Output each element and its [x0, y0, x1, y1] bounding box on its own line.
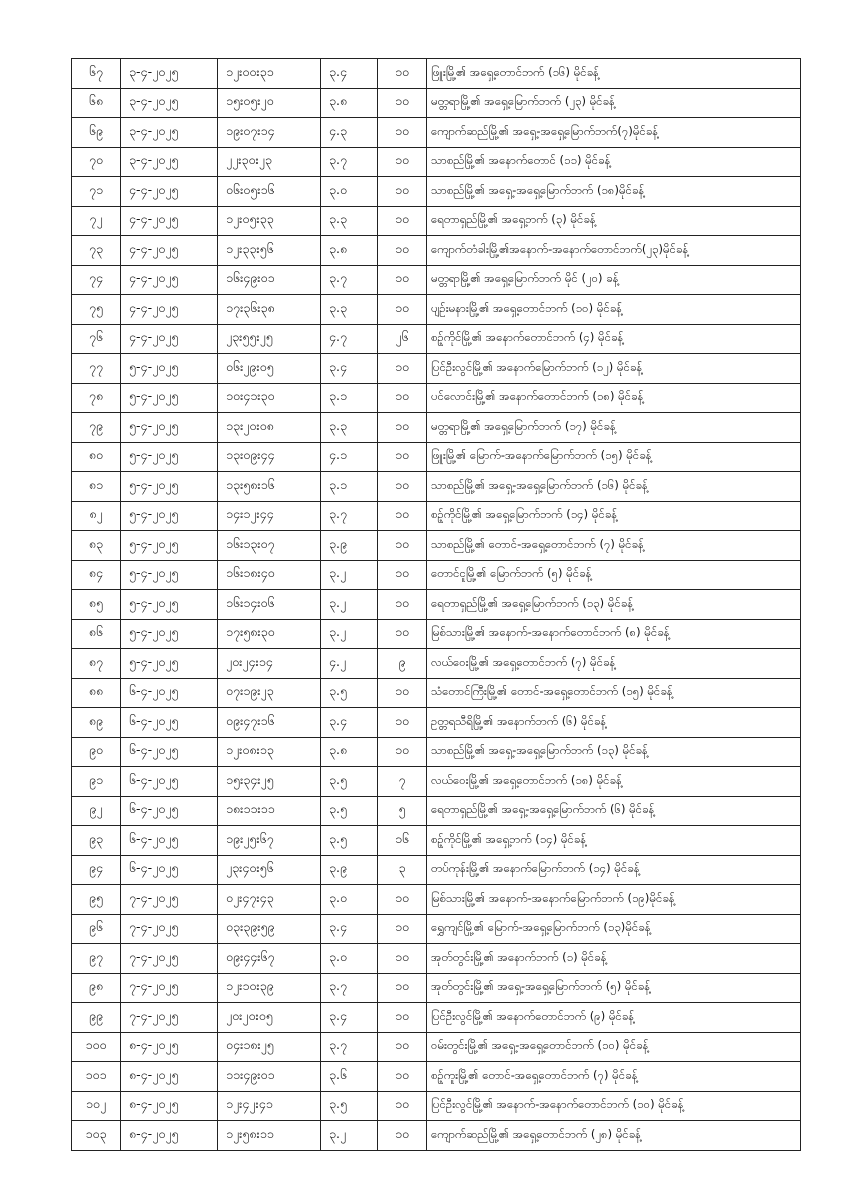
magnitude-cell: ၃.၀	[321, 177, 378, 207]
date-cell: ၅-၄-၂၀၂၅	[121, 590, 218, 620]
depth-cell: ၂၆	[378, 324, 427, 354]
time-cell: ၂၂း၃၀း၂၃	[218, 147, 321, 177]
depth-cell: ၁၀	[378, 59, 427, 89]
earthquake-table	[71, 58, 801, 1151]
time-cell: ၀၉း၄၄း၆၇	[218, 944, 321, 974]
location-cell: မြစ်သားမြို့၏ အနောက်-အနောက်တောင်ဘက် (၈) မိုင်ခန့်	[427, 619, 801, 649]
row-number-cell: ၈၀	[72, 442, 121, 472]
depth-cell: ၁၀	[378, 118, 427, 148]
date-cell: ၆-၄-၂၀၂၅	[121, 855, 218, 885]
time-cell: ၁၃း၂၀း၀၈	[218, 413, 321, 443]
date-cell: ၅-၄-၂၀၂၅	[121, 619, 218, 649]
location-cell: အုတ်တွင်းမြို့၏ အရှေ့-အရှေ့မြောက်ဘက် (၅) မိုင်ခန့်	[427, 973, 801, 1003]
location-cell: ဖြူးမြို့၏ မြောက်-အနောက်မြောက်ဘက် (၁၅) မိုင်ခန့်	[427, 442, 801, 472]
depth-cell: ၁၀	[378, 265, 427, 295]
time-cell: ၁၆း၄၉း၀၁	[218, 265, 321, 295]
row-number-cell: ၁၀၃	[72, 1121, 121, 1151]
magnitude-cell: ၃.၁	[321, 383, 378, 413]
date-cell: ၅-၄-၂၀၂၅	[121, 501, 218, 531]
date-cell: ၆-၄-၂၀၂၅	[121, 767, 218, 797]
date-cell: ၅-၄-၂၀၂၅	[121, 383, 218, 413]
row-number-cell: ၉၃	[72, 826, 121, 856]
time-cell: ၁၂း၅၈း၁၁	[218, 1121, 321, 1151]
table-row	[72, 885, 801, 915]
magnitude-cell: ၃.၅	[321, 678, 378, 708]
magnitude-cell: ၃.၃	[321, 206, 378, 236]
depth-cell: ၁၀	[378, 1121, 427, 1151]
depth-cell: ၁၀	[378, 973, 427, 1003]
location-cell: ရေတာရှည်မြို့၏ အရှေ့ဘက် (၃) မိုင်ခန့်	[427, 206, 801, 236]
magnitude-cell: ၃.၇	[321, 265, 378, 295]
magnitude-cell: ၃.၆	[321, 1062, 378, 1092]
row-number-cell: ၉၂	[72, 796, 121, 826]
time-cell: ၁၆း၁၈း၄၀	[218, 560, 321, 590]
date-cell: ၄-၄-၂၀၂၅	[121, 177, 218, 207]
depth-cell: ၁၀	[378, 442, 427, 472]
time-cell: ၁၉း၂၅း၆၇	[218, 826, 321, 856]
row-number-cell: ၇၈	[72, 383, 121, 413]
location-cell: ပင်လောင်းမြို့၏ အနောက်တောင်ဘက် (၁၈) မိုင်ခန့်	[427, 383, 801, 413]
time-cell: ၁၇း၅၈း၃၀	[218, 619, 321, 649]
table-row	[72, 177, 801, 207]
time-cell: ၂၀း၂၀း၀၅	[218, 1003, 321, 1033]
table-row	[72, 265, 801, 295]
row-number-cell: ၈၁	[72, 472, 121, 502]
table-row	[72, 236, 801, 266]
table-row	[72, 737, 801, 767]
depth-cell: ၁၀	[378, 1003, 427, 1033]
depth-cell: ၁၀	[378, 236, 427, 266]
row-number-cell: ၈၃	[72, 531, 121, 561]
magnitude-cell: ၃.၀	[321, 885, 378, 915]
depth-cell: ၁၀	[378, 737, 427, 767]
table-row	[72, 88, 801, 118]
table-row	[72, 1091, 801, 1121]
table-row	[72, 501, 801, 531]
magnitude-cell: ၃.၇	[321, 147, 378, 177]
row-number-cell: ၆၈	[72, 88, 121, 118]
row-number-cell: ၇၀	[72, 147, 121, 177]
table-row	[72, 944, 801, 974]
table-row	[72, 118, 801, 148]
location-cell: စဉ့်ကိုင်မြို့၏ အနောက်တောင်ဘက် (၄) မိုင်ခန့်	[427, 324, 801, 354]
date-cell: ၅-၄-၂၀၂၅	[121, 531, 218, 561]
magnitude-cell: ၃.၅	[321, 767, 378, 797]
magnitude-cell: ၃.၄	[321, 1003, 378, 1033]
date-cell: ၈-၄-၂၀၂၅	[121, 1121, 218, 1151]
date-cell: ၅-၄-၂၀၂၅	[121, 472, 218, 502]
location-cell: ပြင်ဦးလွင်မြို့၏ အနောက်တောင်ဘက် (၉) မိုင်ခန့်	[427, 1003, 801, 1033]
row-number-cell: ၁၀၂	[72, 1091, 121, 1121]
table-row	[72, 678, 801, 708]
depth-cell: ၁၀	[378, 413, 427, 443]
magnitude-cell: ၃.၈	[321, 236, 378, 266]
depth-cell: ၁၀	[378, 560, 427, 590]
date-cell: ၃-၄-၂၀၂၅	[121, 118, 218, 148]
location-cell: သာစည်မြို့၏ အရှေ့-အရှေ့မြောက်ဘက် (၁၆) မိုင်ခန့်	[427, 472, 801, 502]
location-cell: ရွှေကျင်မြို့၏ မြောက်-အရှေ့မြောက်ဘက် (၁၃)မိုင်ခန့်	[427, 914, 801, 944]
date-cell: ၈-၄-၂၀၂၅	[121, 1091, 218, 1121]
time-cell: ၁၅း၀၅း၂၀	[218, 88, 321, 118]
depth-cell: ၁၀	[378, 708, 427, 738]
date-cell: ၇-၄-၂၀၂၅	[121, 1003, 218, 1033]
table-row	[72, 619, 801, 649]
magnitude-cell: ၃.၉	[321, 855, 378, 885]
depth-cell: ၁၀	[378, 88, 427, 118]
magnitude-cell: ၃.၂	[321, 619, 378, 649]
location-cell: ဥတ္တရသီရိမြို့၏ အနောက်ဘက် (၆) မိုင်ခန့်	[427, 708, 801, 738]
date-cell: ၃-၄-၂၀၂၅	[121, 88, 218, 118]
date-cell: ၇-၄-၂၀၂၅	[121, 885, 218, 915]
location-cell: စဉ့်ကူးမြို့၏ တောင်-အရှေ့တောင်ဘက် (၇) မိုင်ခန့်	[427, 1062, 801, 1092]
location-cell: ကျောက်ဆည်မြို့၏ အရှေ့တောင်ဘက် (၂၈) မိုင်ခန့်	[427, 1121, 801, 1151]
table-row	[72, 442, 801, 472]
table-row	[72, 1032, 801, 1062]
time-cell: ၁၂း၀၀း၃၁	[218, 59, 321, 89]
time-cell: ၁၆း၁၄း၀၆	[218, 590, 321, 620]
table-row	[72, 649, 801, 679]
row-number-cell: ၈၉	[72, 708, 121, 738]
depth-cell: ၁၆	[378, 826, 427, 856]
date-cell: ၅-၄-၂၀၂၅	[121, 442, 218, 472]
table-body	[72, 59, 801, 1151]
location-cell: စဉ့်ကိုင်မြို့၏ အရှေ့မြောက်ဘက် (၁၄) မိုင်ခန့်	[427, 501, 801, 531]
location-cell: အုတ်တွင်းမြို့၏ အနောက်ဘက် (၁) မိုင်ခန့်	[427, 944, 801, 974]
date-cell: ၄-၄-၂၀၂၅	[121, 265, 218, 295]
depth-cell: ၁၀	[378, 531, 427, 561]
date-cell: ၄-၄-၂၀၂၅	[121, 236, 218, 266]
row-number-cell: ၇၄	[72, 265, 121, 295]
time-cell: ၂၃း၅၅း၂၅	[218, 324, 321, 354]
depth-cell: ၁၀	[378, 206, 427, 236]
magnitude-cell: ၃.၃	[321, 295, 378, 325]
table-row	[72, 560, 801, 590]
location-cell: သာစည်မြို့၏ အရှေ့-အရှေ့မြောက်ဘက် (၁၃) မိုင်ခန့်	[427, 737, 801, 767]
row-number-cell: ၁၀၁	[72, 1062, 121, 1092]
time-cell: ၁၀း၄၁း၃၀	[218, 383, 321, 413]
row-number-cell: ၉၈	[72, 973, 121, 1003]
table-row	[72, 147, 801, 177]
location-cell: လယ်ဝေးမြို့၏ အရှေ့တောင်ဘက် (၇) မိုင်ခန့်	[427, 649, 801, 679]
table-row	[72, 796, 801, 826]
date-cell: ၅-၄-၂၀၂၅	[121, 354, 218, 384]
date-cell: ၇-၄-၂၀၂၅	[121, 944, 218, 974]
magnitude-cell: ၃.၈	[321, 737, 378, 767]
table-row	[72, 914, 801, 944]
location-cell: မတ္တရာမြို့၏ အရှေ့မြောက်ဘက် မိုင် (၂၀) ခန့်	[427, 265, 801, 295]
date-cell: ၆-၄-၂၀၂၅	[121, 826, 218, 856]
date-cell: ၄-၄-၂၀၂၅	[121, 206, 218, 236]
magnitude-cell: ၃.၂	[321, 560, 378, 590]
magnitude-cell: ၃.၁	[321, 472, 378, 502]
earthquake-record-sheet	[71, 58, 800, 1151]
time-cell: ၁၇း၃၆း၃၈	[218, 295, 321, 325]
magnitude-cell: ၃.၂	[321, 590, 378, 620]
row-number-cell: ၇၆	[72, 324, 121, 354]
time-cell: ၁၂း၀၈း၁၃	[218, 737, 321, 767]
time-cell: ၁၃း၅၈း၁၆	[218, 472, 321, 502]
table-row	[72, 826, 801, 856]
time-cell: ၁၉း၀၇း၁၄	[218, 118, 321, 148]
depth-cell: ၁၀	[378, 1032, 427, 1062]
table-row	[72, 973, 801, 1003]
depth-cell: ၉	[378, 649, 427, 679]
row-number-cell: ၇၃	[72, 236, 121, 266]
date-cell: ၄-၄-၂၀၂၅	[121, 295, 218, 325]
location-cell: ကျောက်တံခါးမြို့၏အနောက်-အနောက်တောင်ဘက်(၂၃)မိုင်ခန့်	[427, 236, 801, 266]
table-row	[72, 354, 801, 384]
date-cell: ၅-၄-၂၀၂၅	[121, 413, 218, 443]
location-cell: ပျဉ်းမနားမြို့၏ အရှေ့တောင်ဘက် (၁၀) မိုင်ခန့်	[427, 295, 801, 325]
time-cell: ၁၄း၁၂း၄၄	[218, 501, 321, 531]
location-cell: ရေတာရှည်မြို့၏ အရှေ့မြောက်ဘက် (၁၃) မိုင်ခန့်	[427, 590, 801, 620]
time-cell: ၁၁း၄၉း၀၁	[218, 1062, 321, 1092]
magnitude-cell: ၄.၇	[321, 324, 378, 354]
time-cell: ၂၃း၄၀း၅၆	[218, 855, 321, 885]
row-number-cell: ၇၂	[72, 206, 121, 236]
magnitude-cell: ၃.၇	[321, 501, 378, 531]
magnitude-cell: ၃.၈	[321, 88, 378, 118]
row-number-cell: ၈၅	[72, 590, 121, 620]
location-cell: ပြင်ဦးလွင်မြို့၏ အနောက်မြောက်ဘက် (၁၂) မိုင်ခန့်	[427, 354, 801, 384]
time-cell: ၀၇း၁၉း၂၃	[218, 678, 321, 708]
time-cell: ၁၂း၀၅း၃၃	[218, 206, 321, 236]
magnitude-cell: ၄.၂	[321, 649, 378, 679]
time-cell: ၁၆း၁၃း၀၇	[218, 531, 321, 561]
table-row	[72, 1121, 801, 1151]
date-cell: ၇-၄-၂၀၂၅	[121, 914, 218, 944]
depth-cell: ၁၀	[378, 147, 427, 177]
date-cell: ၇-၄-၂၀၂၅	[121, 973, 218, 1003]
location-cell: ပြင်ဦးလွင်မြို့၏ အနောက်-အနောက်တောင်ဘက် (၁၀) မိုင်ခန့်	[427, 1091, 801, 1121]
table-row	[72, 413, 801, 443]
date-cell: ၄-၄-၂၀၂၅	[121, 324, 218, 354]
magnitude-cell: ၄.၁	[321, 442, 378, 472]
row-number-cell: ၉၀	[72, 737, 121, 767]
location-cell: သာစည်မြို့၏ တောင်-အရှေ့တောင်ဘက် (၇) မိုင်ခန့်	[427, 531, 801, 561]
row-number-cell: ၇၉	[72, 413, 121, 443]
location-cell: မြစ်သားမြို့၏ အနောက်-အနောက်မြောက်ဘက် (၁၉)မိုင်ခန့်	[427, 885, 801, 915]
time-cell: ၀၃း၃၉း၅၉	[218, 914, 321, 944]
row-number-cell: ၉၁	[72, 767, 121, 797]
row-number-cell: ၉၆	[72, 914, 121, 944]
location-cell: ဖြူးမြို့၏ အရှေ့တောင်ဘက် (၁၆) မိုင်ခန့်	[427, 59, 801, 89]
magnitude-cell: ၃.၅	[321, 796, 378, 826]
time-cell: ၁၂း၃၃း၅၆	[218, 236, 321, 266]
magnitude-cell: ၃.၇	[321, 973, 378, 1003]
depth-cell: ၁၀	[378, 354, 427, 384]
magnitude-cell: ၃.၂	[321, 1121, 378, 1151]
magnitude-cell: ၃.၇	[321, 1032, 378, 1062]
magnitude-cell: ၄.၃	[321, 118, 378, 148]
table-row	[72, 855, 801, 885]
table-row	[72, 472, 801, 502]
date-cell: ၈-၄-၂၀၂၅	[121, 1062, 218, 1092]
location-cell: တပ်ကုန်းမြို့၏ အနောက်မြောက်ဘက် (၁၄) မိုင်ခန့်	[427, 855, 801, 885]
date-cell: ၈-၄-၂၀၂၅	[121, 1032, 218, 1062]
location-cell: မတ္တရာမြို့၏ အရှေ့မြောက်ဘက် (၁၇) မိုင်ခန့်	[427, 413, 801, 443]
depth-cell: ၇	[378, 767, 427, 797]
depth-cell: ၁၀	[378, 885, 427, 915]
table-row	[72, 708, 801, 738]
depth-cell: ၁၀	[378, 619, 427, 649]
row-number-cell: ၈၆	[72, 619, 121, 649]
table-row	[72, 206, 801, 236]
time-cell: ၁၃း၀၉း၄၄	[218, 442, 321, 472]
location-cell: ကျောက်ဆည်မြို့၏ အရှေ့-အရှေ့မြောက်ဘက်(၇)မိုင်ခန့်	[427, 118, 801, 148]
time-cell: ၀၆း၂၉း၀၅	[218, 354, 321, 384]
row-number-cell: ၈၇	[72, 649, 121, 679]
date-cell: ၅-၄-၂၀၂၅	[121, 649, 218, 679]
date-cell: ၆-၄-၂၀၂၅	[121, 737, 218, 767]
row-number-cell: ၇၁	[72, 177, 121, 207]
table-row	[72, 383, 801, 413]
depth-cell: ၃	[378, 855, 427, 885]
date-cell: ၅-၄-၂၀၂၅	[121, 560, 218, 590]
magnitude-cell: ၃.၄	[321, 354, 378, 384]
date-cell: ၆-၄-၂၀၂၅	[121, 678, 218, 708]
table-row	[72, 295, 801, 325]
depth-cell: ၁၀	[378, 678, 427, 708]
row-number-cell: ၈၄	[72, 560, 121, 590]
depth-cell: ၁၀	[378, 472, 427, 502]
table-row	[72, 324, 801, 354]
magnitude-cell: ၃.၄	[321, 708, 378, 738]
row-number-cell: ၉၄	[72, 855, 121, 885]
table-row	[72, 1062, 801, 1092]
row-number-cell: ၇၅	[72, 295, 121, 325]
date-cell: ၃-၄-၂၀၂၅	[121, 59, 218, 89]
magnitude-cell: ၃.၄	[321, 914, 378, 944]
row-number-cell: ၉၉	[72, 1003, 121, 1033]
row-number-cell: ၉၇	[72, 944, 121, 974]
depth-cell: ၁၀	[378, 295, 427, 325]
time-cell: ၁၅း၃၄း၂၅	[218, 767, 321, 797]
location-cell: လယ်ဝေးမြို့၏ အရှေ့တောင်ဘက် (၁၈) မိုင်ခန့်	[427, 767, 801, 797]
magnitude-cell: ၃.၅	[321, 826, 378, 856]
row-number-cell: ၉၅	[72, 885, 121, 915]
row-number-cell: ၆၇	[72, 59, 121, 89]
depth-cell: ၁၀	[378, 590, 427, 620]
time-cell: ၂၀း၂၄း၁၄	[218, 649, 321, 679]
table-row	[72, 531, 801, 561]
time-cell: ၁၂း၁၀း၃၉	[218, 973, 321, 1003]
time-cell: ၀၄း၁၈း၂၅	[218, 1032, 321, 1062]
depth-cell: ၁၀	[378, 1062, 427, 1092]
time-cell: ၀၆း၀၅း၁၆	[218, 177, 321, 207]
date-cell: ၆-၄-၂၀၂၅	[121, 796, 218, 826]
location-cell: မတ္တရာမြို့၏ အရှေ့မြောက်ဘက် (၂၃) မိုင်ခန့်	[427, 88, 801, 118]
date-cell: ၆-၄-၂၀၂၅	[121, 708, 218, 738]
depth-cell: ၁၀	[378, 383, 427, 413]
row-number-cell: ၈၈	[72, 678, 121, 708]
depth-cell: ၁၀	[378, 944, 427, 974]
depth-cell: ၁၀	[378, 914, 427, 944]
date-cell: ၃-၄-၂၀၂၅	[121, 147, 218, 177]
table-row	[72, 590, 801, 620]
magnitude-cell: ၃.၃	[321, 413, 378, 443]
location-cell: သံတောင်ကြီးမြို့၏ တောင်-အရှေ့တောင်ဘက် (၁၅) မိုင်ခန့်	[427, 678, 801, 708]
depth-cell: ၁၀	[378, 1091, 427, 1121]
time-cell: ၀၂း၄၇း၄၃	[218, 885, 321, 915]
row-number-cell: ၇၇	[72, 354, 121, 384]
row-number-cell: ၈၂	[72, 501, 121, 531]
row-number-cell: ၆၉	[72, 118, 121, 148]
table-row	[72, 1003, 801, 1033]
table-row	[72, 59, 801, 89]
location-cell: စဉ့်ကိုင်မြို့၏ အရှေ့ဘက် (၁၄) မိုင်ခန့်	[427, 826, 801, 856]
time-cell: ၁၂း၄၂း၄၁	[218, 1091, 321, 1121]
location-cell: သာစည်မြို့၏ အနောက်တောင် (၁၁) မိုင်ခန့်	[427, 147, 801, 177]
magnitude-cell: ၃.၀	[321, 944, 378, 974]
magnitude-cell: ၃.၄	[321, 59, 378, 89]
time-cell: ၁၈း၁၁း၁၁	[218, 796, 321, 826]
location-cell: သာစည်မြို့၏ အရှေ့-အရှေ့မြောက်ဘက် (၁၈)မိုင်ခန့်	[427, 177, 801, 207]
magnitude-cell: ၃.၅	[321, 1091, 378, 1121]
row-number-cell: ၁၀၀	[72, 1032, 121, 1062]
depth-cell: ၅	[378, 796, 427, 826]
location-cell: တောင်ငူမြို့၏ မြောက်ဘက် (၅) မိုင်ခန့်	[427, 560, 801, 590]
magnitude-cell: ၃.၉	[321, 531, 378, 561]
depth-cell: ၁၀	[378, 501, 427, 531]
table-row	[72, 767, 801, 797]
location-cell: ဝမ်းတွင်းမြို့၏ အရှေ့-အရှေ့တောင်ဘက် (၁၀) မိုင်ခန့်	[427, 1032, 801, 1062]
location-cell: ရေတာရှည်မြို့၏ အရှေ့-အရှေ့မြောက်ဘက် (၆) မိုင်ခန့်	[427, 796, 801, 826]
depth-cell: ၁၀	[378, 177, 427, 207]
time-cell: ၀၉း၄၇း၁၆	[218, 708, 321, 738]
